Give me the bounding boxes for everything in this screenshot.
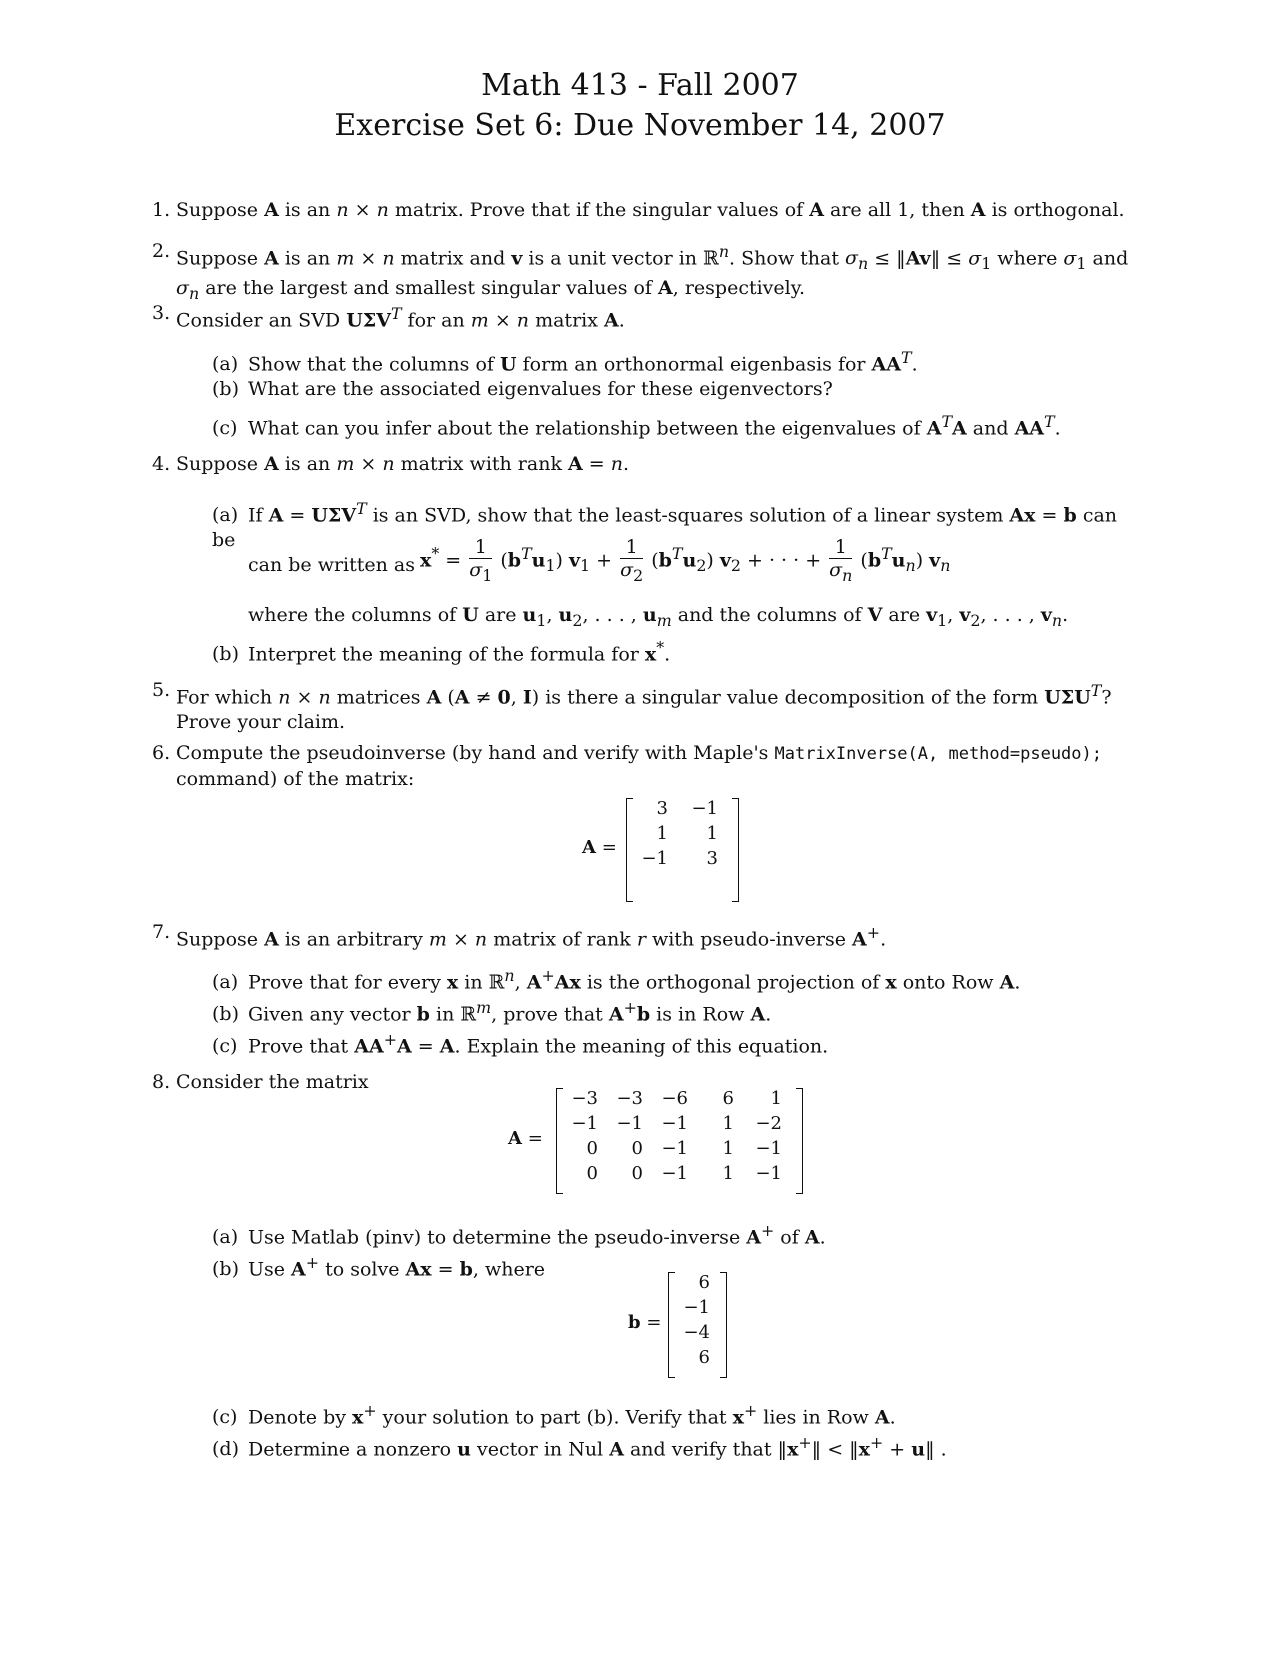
problem-4b: (b) Interpret the meaning of the formula for x*.: [212, 638, 671, 666]
matrix-cell: 1: [656, 823, 668, 844]
problem-number: 3.: [152, 302, 171, 324]
matrix-cell: 0: [586, 1138, 598, 1159]
problem-number: 2.: [152, 240, 171, 262]
matrix-cell: 0: [631, 1163, 643, 1184]
problem-3c: (c) What can you infer about the relationship between the eigenvalues of $A^TA$ and $AA^T$.: [212, 412, 1061, 440]
matrix-cell: 0: [631, 1138, 643, 1159]
problem-8b: (b) Use A+ to solve Ax = b, where: [212, 1253, 546, 1281]
matrix-cell: −2: [755, 1113, 782, 1134]
matrix-cell: −3: [571, 1088, 598, 1109]
problem-3b: (b) What are the associated eigenvalues for these eigenvectors?: [212, 378, 833, 400]
problem-number: 8.: [152, 1071, 171, 1093]
matrix-cell: −1: [755, 1163, 782, 1184]
matrix-cell: 3: [706, 848, 718, 869]
problem-number: 5.: [152, 679, 171, 701]
problem-number: 4.: [152, 453, 171, 475]
problem-number: 7.: [152, 921, 171, 943]
matrix-cell: −6: [661, 1088, 688, 1109]
problem-3a: (a) Show that the columns of U form an orthonormal eigenbasis for $AA^T$.: [212, 348, 918, 376]
matrix-cell: 1: [722, 1138, 734, 1159]
matrix-cell: −1: [661, 1138, 688, 1159]
matrix-cell: −1: [661, 1163, 688, 1184]
matrix-cell: 1: [706, 823, 718, 844]
problem-8d: (d) Determine a nonzero u vector in Nul A and verify that ‖x+‖ < ‖x+ + u‖ .: [212, 1433, 947, 1461]
matrix-cell: −1: [661, 1113, 688, 1134]
problem-4a-where: where the columns of U are $u_1$, $u_2$, . . . , $u_m$ and the columns of V are $v_1$, $v_2$, . . . , $v_n$.: [248, 604, 1069, 630]
matrix-cell: 6: [722, 1088, 734, 1109]
maple-command: MatrixInverse(A, method=pseudo);: [774, 744, 1102, 764]
problem-4: 4. Suppose A is an m × n matrix with rank A = n.: [152, 453, 630, 475]
matrix-cell: −1: [691, 798, 718, 819]
matrix-cell: 1: [722, 1163, 734, 1184]
matrix-cell: −3: [616, 1088, 643, 1109]
matrix-a-problem-8: A = −3 −3 −6 6 1 −1 −1 −1 1 −2 0 0 −1 1 −1 0 0 −1 1 −1: [508, 1088, 808, 1194]
vector-cell: −4: [683, 1322, 710, 1343]
problem-7a: (a) Prove that for every x in ℝ$^n$, A+Ax is the orthogonal projection of x onto Row A.: [212, 966, 1021, 994]
problem-8c: (c) Denote by x+ your solution to part (b). Verify that x+ lies in Row A.: [212, 1401, 896, 1429]
assignment-title: Exercise Set 6: Due November 14, 2007: [334, 108, 946, 143]
problem-2: 2. Suppose A is an m × n matrix and v is a unit vector in ℝ$^n$. Show that $\sigma_n$ ≤ ‖Av‖ ≤ $\sigma_1$ where $\sigma_1$ and $\sigma_n$ are the largest and smallest singular values of A, respectively.: [152, 240, 1129, 303]
problem-7c: (c) Prove that AA+A = A. Explain the meaning of this equation.: [212, 1030, 829, 1058]
matrix-cell: −1: [755, 1138, 782, 1159]
matrix-cell: 1: [770, 1088, 782, 1109]
matrix-cell: 1: [722, 1113, 734, 1134]
problem-6: 6. Compute the pseudoinverse (by hand and verify with Maple's MatrixInverse(A, method=pseudo); command) of the matrix:: [152, 742, 1102, 790]
problem-1: 1. Suppose A is an n × n matrix. Prove that if the singular values of A are all 1, then A is orthogonal.: [152, 199, 1125, 221]
vector-cell: 6: [698, 1347, 710, 1368]
problem-7b: (b) Given any vector b in ℝ$^m$, prove that A+b is in Row A.: [212, 998, 772, 1026]
matrix-cell: 0: [586, 1163, 598, 1184]
problem-8: 8. Consider the matrix: [152, 1071, 369, 1093]
problem-number: 1.: [152, 199, 171, 221]
vector-cell: −1: [683, 1297, 710, 1318]
problem-5: 5. For which n × n matrices A (A ≠ 0, I) is there a singular value decomposition of the form $U\Sigma U^T$? Prove your claim.: [152, 679, 1112, 734]
least-squares-formula: x* = $\frac{1}{\sigma_1}$ $(b^Tu_1) v_1$ + $\frac{1}{\sigma_2}$ $(b^Tu_2) v_2$ + · · · + $\frac{1}{\sigma_n}$ $(b^Tu_n)$ $v_n$: [420, 536, 951, 585]
vector-cell: 6: [698, 1272, 710, 1293]
matrix-cell: −1: [571, 1113, 598, 1134]
problem-3: 3. Consider an SVD $U\Sigma V^T$ for an m × n matrix A.: [152, 302, 625, 332]
matrix-cell: −1: [616, 1113, 643, 1134]
problem-7: 7. Suppose A is an arbitrary m × n matrix of rank r with pseudo-inverse A+.: [152, 921, 887, 951]
vector-b: b = 6 −1 −4 6: [628, 1272, 748, 1378]
matrix-cell: 3: [656, 798, 668, 819]
matrix-cell: −1: [641, 848, 668, 869]
course-title: Math 413 - Fall 2007: [481, 68, 799, 103]
problem-number: 6.: [152, 742, 171, 764]
problem-4a: (a) If $A = U\Sigma V^T$ is an SVD, show that the least-squares solution of a linear system Ax = b can be can be written as: [212, 499, 1118, 577]
matrix-a-problem-6: A = 3 −1 1 1 −1 3: [582, 798, 762, 902]
problem-8a: (a) Use Matlab (pinv) to determine the pseudo-inverse A+ of A.: [212, 1221, 826, 1249]
